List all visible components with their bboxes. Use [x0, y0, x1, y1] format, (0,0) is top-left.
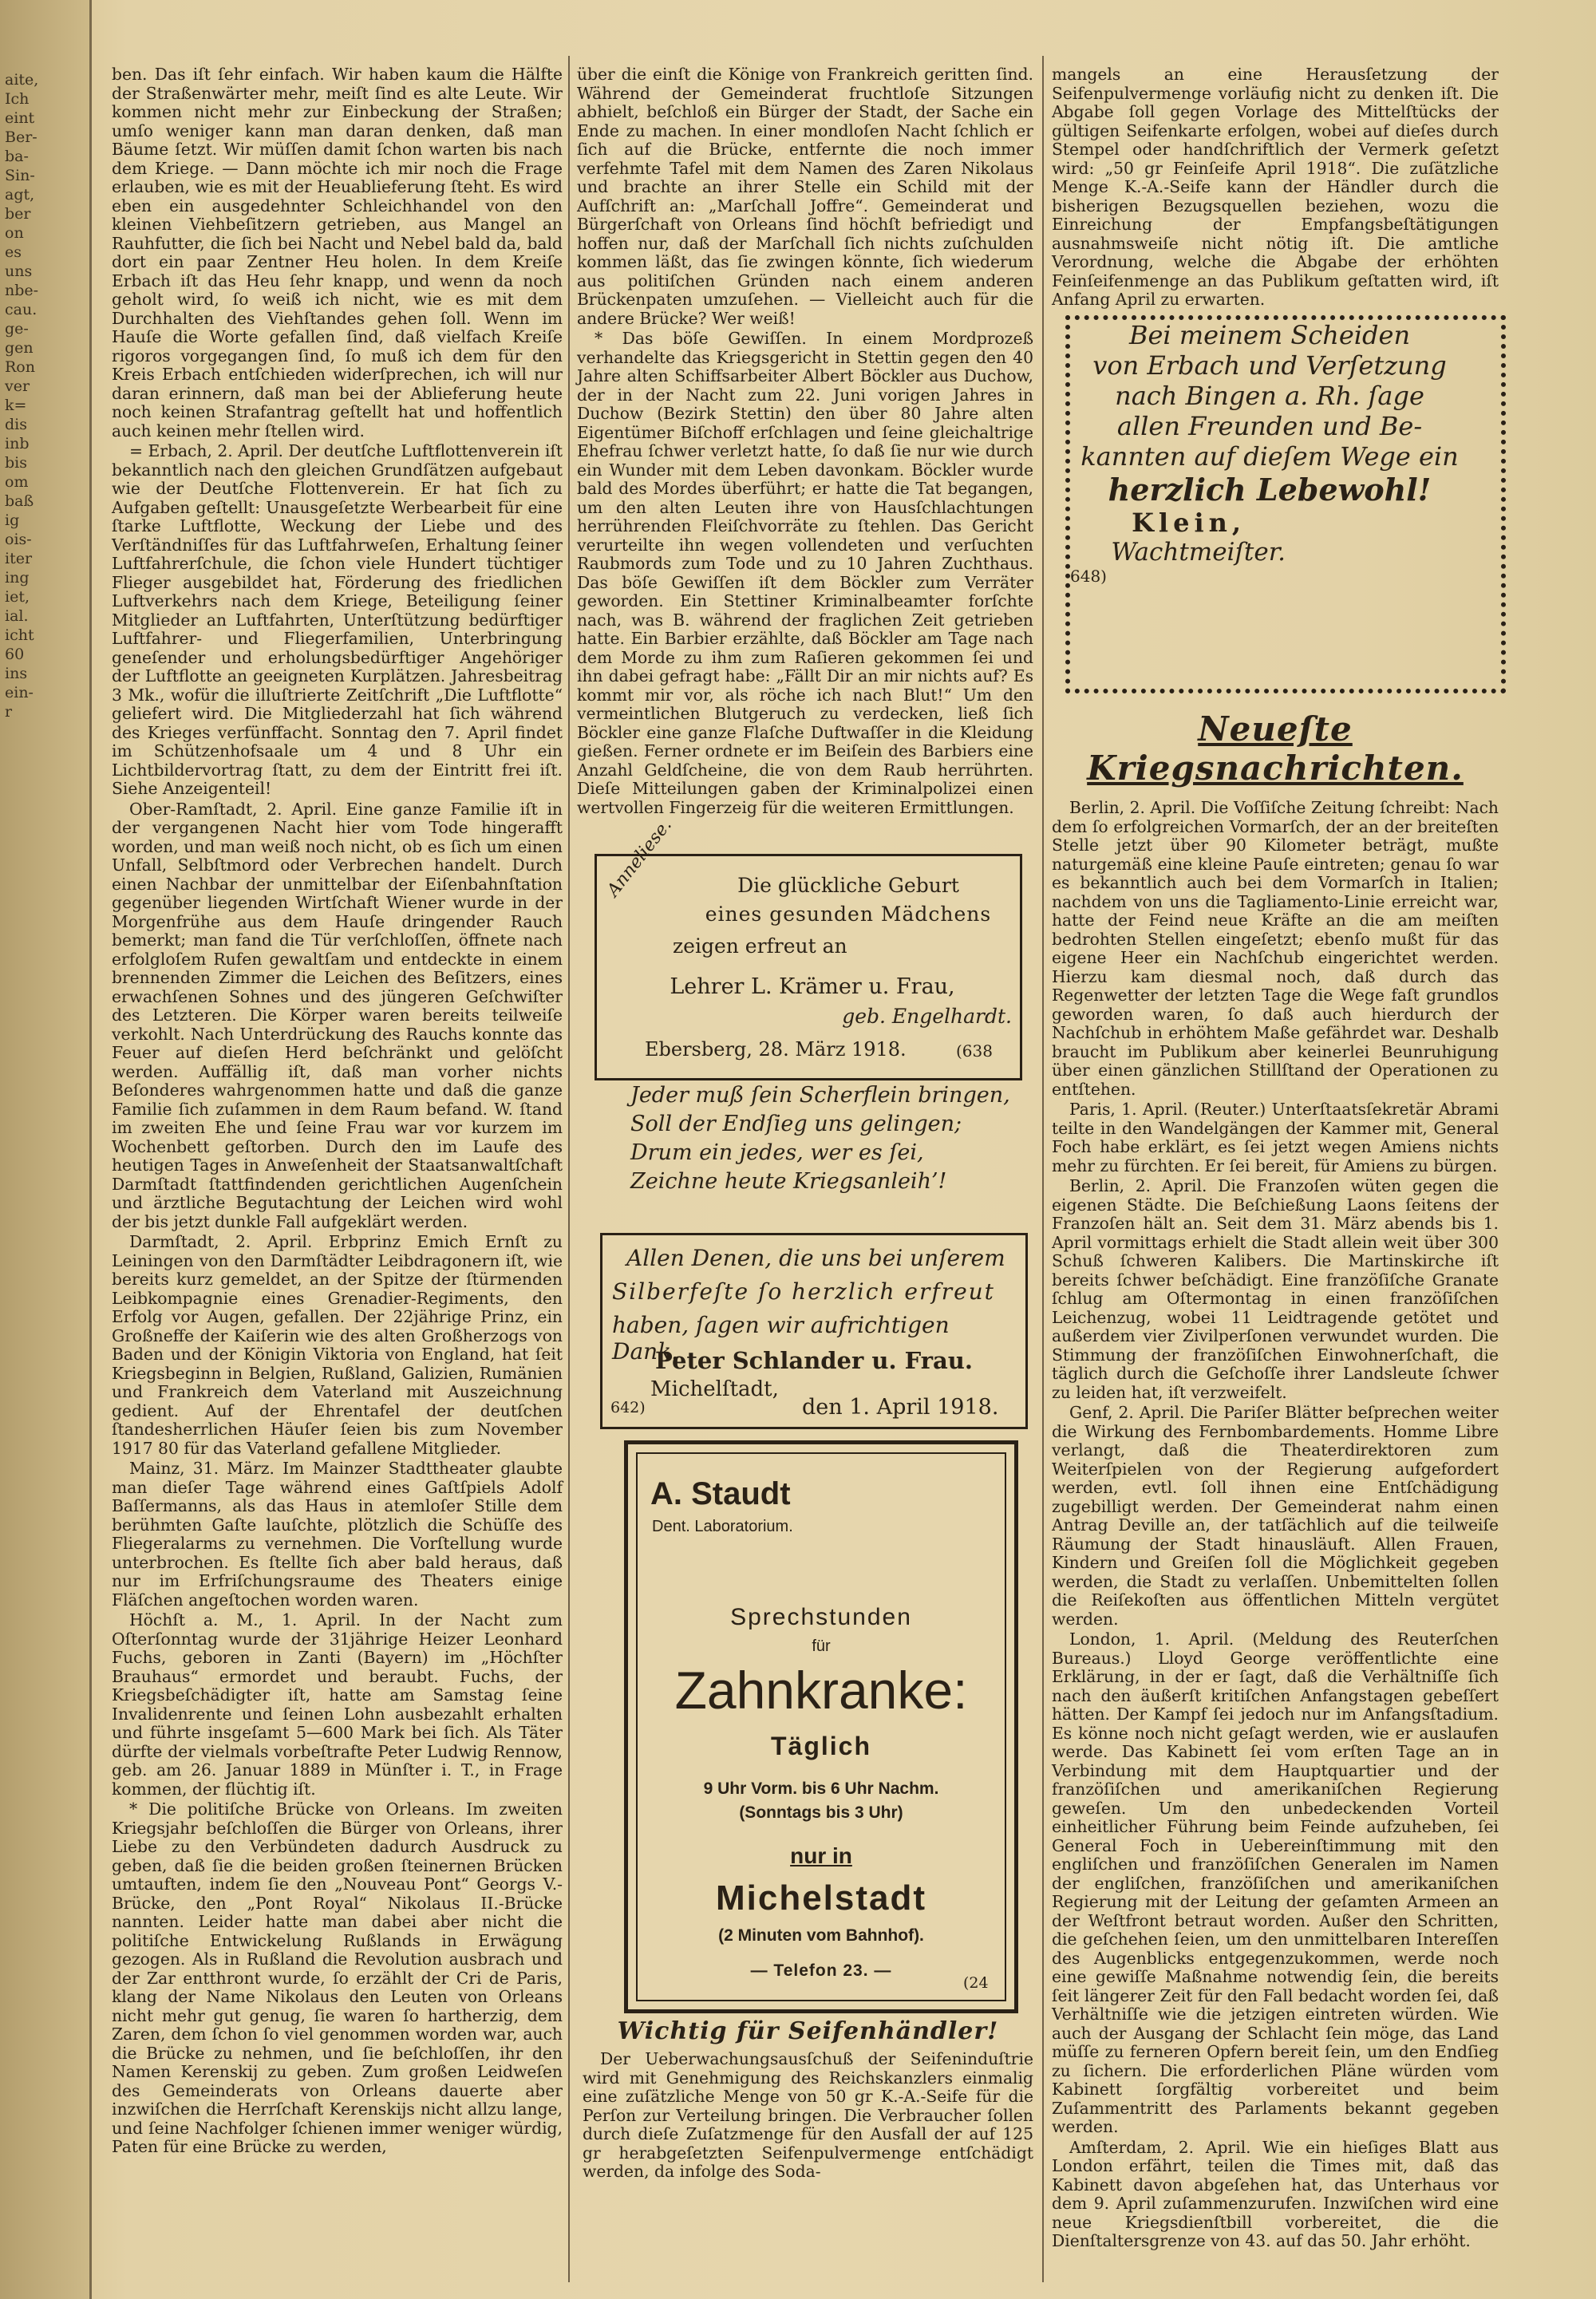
dentist-ad [624, 1440, 1018, 2013]
article-road-hay: ben. Das iſt ſehr einfach. Wir haben kaum die Hälfte der Straßenwärter mehr, meiſt ſind es alte Leute. Wir kommen nicht mehr zur Einbeckung der Straßen; umſo weniger kann man daran denken, daß man Bäume ſetzt. Wir müſſen damit ſchon warten bis nach dem Kriege. — Dann möchte ich mir noch die Frage erlauben, wie es mit der Heuablieferung ſteht. Es wird eben ein ausgedehnter Schleichhandel von den kleinen Viehbeſitzern getrieben, aus Mangel an Rauhfutter, die ſich bei Nacht und Nebel bald da, bald dort ein paar Zentner Heu holen. In dem Kreiſe Erbach iſt das Heu ſehr knapp, und wenn da noch geholt wird, ſo weiß ich nicht, wie es mit dem Durchhalten des Viehſtandes gehen ſoll. Wenn im Hauſe die Worte gefallen ſind, daß vielfach Kreiſe rigoros vorgegangen ſind, ſo muß ich dem für den Kreis Erbach entſchieden widerſprechen, ich will nur daran erinnern, daß man bei der Ablieferung heute noch keinen Strafantrag geſtellt hat und hoffentlich auch keinen mehr ſtellen wird. [112, 65, 563, 440]
news-berlin-1: Berlin, 2. April. Die Voſſiſche Zeitung ſchreibt: Nach dem ſo erfolgreichen Vormarſch, der an der breiteſten Stelle jetzt über 90 Kilometer beträgt, mußte naturgemäß eine kleine Pauſe eintreten; genau ſo war es bekanntlich auch bei dem Vormarſch in Italien; nachdem von uns die Tagliamento-Linie erreicht war, hatte der Feind neue Kräfte an die am meiſten bedrohten Stellen eingeſetzt; ebenſo mußt für das eigene Heer ein Nachſchub eingerichtet werden. Hierzu kam diesmal noch, daß durch das Regenwetter der letzten Tage die Wege faſt grundlos geworden waren, ſo daß auch hierdurch der Nachſchub in erhöhtem Maße gefährdet war. Deshalb braucht im Publikum aber keinerlei Beunruhigung über einen gänzlichen Stillſtand der Operationen zu entſtehen. [1052, 798, 1499, 1099]
article-mainz: Mainz, 31. März. Im Mainzer Stadttheater glaubte man dieſer Tage während eines Gaſtſpiels Adolf Baſſermanns, als das Haus in atemloſer Stille dem berühmten Gaſte lauſchte, plötzlich die Schüſſe des Fliegeralarms zu vernehmen. Die Vorſtellung wurde unterbrochen. Es ſtellte ſich aber bald heraus, daß nur im Erfriſchungsraume des Theaters einige Fläſchen angeſtochen worden waren. [112, 1459, 563, 1610]
news-berlin-2: Berlin, 2. April. Die Franzoſen wüten gegen die eigenen Städte. Die Beſchießung Laons ſeitens der Franzoſen hält an. Seit dem 31. März abends bis 1. April vormittags erhielt die Stadt allein weit über 300 Schuß ſchweren Kalibers. Die Martinskirche iſt bereits ſchwer beſchädigt. Eine franzöſiſche Granate ſchlug am Oſtermontag in einen franzöſiſchen Leichenzug, wobei 11 Leidtragende getötet und außerdem vier Zivilperſonen verwundet wurden. Die Stimmung der franzöſiſchen Einwohnerſchaft, die täglich durch die Geſchoſſe ihrer Landsleute ſchwer zu leiden hat, iſt verzweifelt. [1052, 1176, 1499, 1402]
gutter-fragment: es [5, 243, 22, 261]
article-hoechst: Höchſt a. M., 1. April. In der Nacht zum Oſterſonntag wurde der 31jährige Heizer Leonhard Fuchs, geboren in Zanti (Bayern) im „Höchſter Brauhaus“ ermordet und beraubt. Fuchs, der Kriegsbeſchädigter iſt, hatte am Samstag ſeine Invalidenrente und ſeinen Lohn ausbezahlt erhalten und führte insgeſamt 5—600 Mark bei ſich. Als Täter dürfte der vielmals vorbeſtrafte Peter Ludwig Rennow, geb. am 26. Januar 1889 in Münſter i. T., in Frage kommen, der flüchtig iſt. [112, 1610, 563, 1799]
dentist-phone: — Telefon 23. — [750, 1961, 892, 1980]
gutter-fragment: aite, [5, 71, 39, 89]
dentist-subtitle: Dent. Laboratorium. [652, 1518, 793, 1535]
birth-line-2: eines gesunden Mädchens [705, 903, 992, 926]
dentist-headline: Zahnkranke: [674, 1661, 968, 1720]
farewell-line-1: Bei meinem Scheiden [1128, 320, 1411, 350]
previous-page-gutter [0, 0, 92, 2299]
article-orleans-bridge: * Die politiſche Brücke von Orleans. Im zweiten Kriegsjahr beſchloſſen die Bürger von Orleans, ihrer Liebe zu den Verbündeten dadurch Ausdruck zu geben, daß ſie die beiden großen ſteinernen Brücken umtauften, indem ſie den „Nouveau Pont“ Georgs V.-Brücke, den „Pont Royal“ Nikolaus II.-Brücke nannten. Leider hatte man dabei aber nicht die politiſche Entwickelung Rußlands in Erwägung gezogen. Als in Rußland die Revolution ausbrach und der Zar entthront wurde, ſo erzählt der Cri de Paris, klang der Name Nikolaus den Leuten von Orleans nicht mehr gut genug, ſie waren ſo hartherzig, dem Zaren, dem ſchon ſo viel genommen worden war, auch die Brücke zu nehmen, und ſie beſchloſſen, ihr den Namen Kerenskij zu geben. Zum großen Leidweſen des Gemeinderats von Orleans dauerte aber inzwiſchen die Herrſchaft Kerenskijs nicht allzu lange, und ſeine Nachfolger ſchienen immer weniger würdig, Paten für eine Brücke zu werden, [112, 1799, 563, 2156]
article-orleans-bridge-cont: über die einſt die Könige von Frankreich geritten ſind. Während der Gemeinderat fruchtloſe Sitzungen abhielt, beſchloß ein Bürger der Stadt, der Sache ein Ende zu machen. In einer mondloſen Nacht ſchlich er ſich auf die Brücke, entfernte die noch immer verfehmte Tafel mit dem Namen des Zaren Nikolaus und brachte an ihrer Stelle ein Schild mit der Aufſchrift an: „Marſchall Joffre“. Gemeinderat und Bürgerſchaft von Orleans ſind höchſt befriedigt und hoffen nur, daß der Marſchall ſich nichts zuſchulden kommen läßt, das ſie zwingen könnte, ſich wiederum aus politiſchen Gründen nach einem anderen Brückenpaten umzuſehen. — Vielleicht auch für die andere Brücke? Wer weiß! [577, 65, 1033, 328]
gutter-fragment: inb [5, 435, 30, 452]
farewell-lebewohl: herzlich Lebewohl! [1108, 472, 1432, 508]
gutter-fragment: om [5, 473, 29, 491]
gutter-fragment: k= [5, 397, 27, 414]
birth-parents: Lehrer L. Krämer u. Frau, [670, 974, 955, 999]
farewell-name: Klein, [1132, 508, 1246, 538]
gutter-fragment: ber [5, 205, 31, 223]
birth-maiden-name: geb. Engelhardt. [842, 1005, 1012, 1028]
poem-line-1: Jeder muß ſein Scherflein bringen, [630, 1083, 1010, 1108]
war-news-section [1052, 706, 1499, 2286]
war-loan-poem [630, 1081, 1013, 1196]
gutter-fragment: Ber- [5, 128, 38, 146]
silver-wedding-thanks-ad [600, 1233, 1028, 1429]
farewell-rank: Wachtmeiſter. [1111, 538, 1286, 567]
gutter-fragment: ins [5, 665, 28, 682]
gutter-fragment: 60 [5, 646, 25, 663]
birth-place-date: Ebersberg, 28. März 1918. [645, 1038, 907, 1061]
gutter-fragment: dis [5, 416, 27, 433]
article-erbach-luftflotte: = Erbach, 2. April. Der deutſche Luftflottenverein iſt bekanntlich nach den gleichen Grundſätzen aufgebaut wie der Deutſche Flottenverein. Er hat ſich zu Aufgaben geſtellt: Unausgeſetzte Werbearbeit für eine ſtarke Luftflotte, Weckung der Liebe und des Verſtändniſſes für das Luftfahrweſen, Erhaltung ſeiner Luftfahrerſchule, die ſchon viele Hundert tüchtiger Flieger ausgebildet hat, Förderung des friedlichen Luftverkehrs nach dem Kriege, Beteiligung ſeiner Mitglieder an Luftfahrten, Unterſtützung bedürftiger Luftfahrer- und Fliegerfamilien, Unterbringung geneſender und erholungsbedürftiger Angehöriger der Luftflotte an geeigneten Kurplätzen. Jahresbeitrag 3 Mk., wofür die illuſtrierte Zeitſchrift „Die Luftflotte“ geliefert wird. Die Mitgliederzahl hat ſich während des Krieges verfünffacht. Sonntag den 7. April findet im Schützenhofsaale um 4 und 8 Uhr ein Lichtbildervortrag ſtatt, zu dem der Eintritt frei iſt. Siehe Anzeigenteil! [112, 441, 563, 798]
gutter-fragment: iter [5, 550, 33, 567]
news-london: London, 1. April. (Meldung des Reuterſchen Bureaus.) Lloyd George veröffentlichte eine Erklärung, in der er ſagt, daß die Verhältniſſe ſich nach den äußerſt kritiſchen Anfangstagen gebeſſert hätten. Der Kampf ſei jedoch nur im Anfangsſtadium. Es könne noch nicht geſagt werden, wie er auslaufen werde. Das Kabinett ſei vom erſten Tage an in Verbindung mit dem Hauptquartier und der franzöſiſchen und amerikaniſchen Regierung geweſen. Um den unbedeckenden Vorteil einheitlicher Führung beim Feinde aufzuheben, ſei General Foch in Uebereinſtimmung mit den engliſchen und franzöſiſchen Generalen im Namen der engliſchen, franzöſiſchen und amerikaniſchen Regierung mit der Leitung der geſamten Armeen an der Weſtfront betraut worden. Außer den Schritten, die geſchehen ſeien, um den unmittelbaren Intereſſen des Augenblicks entgegenzukommen, werde noch eine gewiſſe Maßnahme notwendig ſein, die bereits ſeit längerer Zeit für den Fall bedacht worden ſei, daß Verhältniſſe wie die jetzigen eintreten würden. Wie auch der Ausgang der Schlacht ſein möge, das Land müſſe zu ferneren Opfern bereit ſein, um den Endſieg zu ſichern. Die erforderlichen Pläne würden vom Kabinett ſorgfältig vorbereitet und beim Zuſammentritt des Parlaments bekannt gegeben werden. [1052, 1629, 1499, 2136]
dentist-sunday: (Sonntags bis 3 Uhr) [739, 1803, 903, 1822]
birth-child-name: Anneliese. [603, 815, 676, 901]
gutter-fragment: ois- [5, 531, 32, 548]
soap-heading: Wichtig für Seifenhändler! [617, 2017, 999, 2045]
gutter-fragment: uns [5, 263, 33, 280]
birth-announcement [595, 815, 1022, 1080]
gutter-fragment: Ron [5, 358, 35, 376]
gutter-fragment: baß [5, 492, 34, 510]
news-paris: Paris, 1. April. (Reuter.) Unterſtaatsſekretär Abrami teilte in den Wandelgängen der Kammer mit, General Foch habe erklärt, es ſei jetzt wegen Amiens nichts mehr zu fürchten. Er ſei bereit, für Amiens zu bürgen. [1052, 1100, 1499, 1175]
gutter-fragment: on [5, 224, 24, 242]
poem-line-4: Zeichne heute Kriegsanleih’! [630, 1169, 947, 1194]
gutter-fragment: bis [5, 454, 27, 472]
thanks-names: Peter Schlander u. Frau. [655, 1347, 973, 1374]
farewell-line-3: nach Bingen a. Rh. ſage [1115, 381, 1424, 411]
gutter-fragment: Sin- [5, 167, 35, 184]
column-2-text [577, 65, 1033, 851]
soap-text: Der Ueberwachungsausſchuß der Seifeninduſtrie wird mit Genehmigung des Reichskanzlers einmalig eine zuſätzliche Menge von 50 gr K.-A.-Seife für die Perſon zur Verteilung bringen. Die Verbraucher ſollen durch dieſe Zuſatzmenge für den Ausfall der auf 125 gr herabgeſetzten Seifenpulvermenge entſchädigt werden, da infolge des Soda- [583, 2049, 1033, 2181]
article-boese-gewissen: * Das böſe Gewiſſen. In einem Mordprozeß verhandelte das Kriegsgericht in Stettin gegen den 40 Jahre alten Schiffsarbeiter Albert Böckler aus Duchow, der in der Nacht zum 22. Juni vorigen Jahres in Duchow (Bezirk Stettin) den über 80 Jahre alten Eigentümer Biſchoff erſchlagen und ſeine gleichaltrige Ehefrau ſchwer verletzt hatte, ſo daß ſie nur wie durch ein Wunder mit dem Leben davonkam. Böckler wurde bald des Mordes überführt; er hatte die Tat begangen, um den alten Leuten ihre von Hausſchlachtungen herrührenden Fleiſchvorräte zu ſtehlen. Das Gericht verurteilte ihn wegen vollendeten und verſuchten Raubmords zum Tode und zu 10 Jahren Zuchthaus. Das böſe Gewiſſen iſt dem Böckler zum Verräter geworden. Ein Stettiner Kriminalbeamter forſchte nach, was B. während der fraglichen Zeit getrieben hatte. Ein Barbier erzählte, daß Böckler am Tage nach dem Morde zu ihm zum Raſieren gekommen ſei und ihn dabei gefragt habe: „Fällt Dir an mir nichts auf? Es kommt mir vor, als röche ich nach Blut!“ Um den vermeintlichen Blutgeruch zu verdecken, ließ ſich Böckler eine ganze Flaſche Duftwaſſer in die Kleidung gießen. Ferner ordnete er im Beiſein des Barbiers eine Anzahl Geldſcheine, die von dem Raub herrührten. Dieſe Mitteilungen gaben der Kriminalpolizei einen wertvollen Fingerzeig für die weiteren Ermittlungen. [577, 329, 1033, 817]
thanks-place: Michelſtadt, [650, 1377, 779, 1401]
dentist-name: A. Staudt [650, 1476, 791, 1511]
gutter-fragment: ver [5, 377, 30, 395]
dentist-ref: (24 [963, 1974, 989, 1992]
gutter-fragment: ba- [5, 148, 29, 165]
gutter-fragment: Ich [5, 90, 30, 108]
thanks-line-2: Silberfeſte ſo herzlich erfreut [612, 1278, 995, 1305]
gutter-fragment: cau. [5, 301, 38, 318]
dentist-daily: Täglich [770, 1732, 871, 1760]
gutter-fragment: r [5, 703, 13, 721]
thanks-line-3: haben, ſagen wir aufrichtigen Dank. [612, 1312, 950, 1365]
farewell-line-2: von Erbach und Verſetzung [1092, 350, 1447, 381]
gutter-fragment: nbe- [5, 282, 39, 299]
column-rule-1 [568, 56, 570, 2282]
dentist-hours: 9 Uhr Vorm. bis 6 Uhr Nachm. [703, 1780, 939, 1798]
dentist-fuer: für [812, 1637, 831, 1655]
article-darmstadt: Darmſtadt, 2. April. Erbprinz Emich Ernſt zu Leiningen von den Darmſtädter Leibdragonern iſt, wie bereits kurz gemeldet, an der Spitze der ſtürmenden Leibkompagnie eines Grenadier-Regiments, den Erfolg vor Augen, gefallen. Der 22jährige Prinz, ein Großneffe der Kaiſerin wie des alten Großherzogs von Baden und der Königin Viktoria von England, hat ſeit Kriegsbeginn in Belgien, Rußland, Galizien, Rumänien und Frankreich dem Vaterland mit Auszeichnung gedient. Auf der Ehrentafel der deutſchen ſtandesherrlichen Häuſer ſeien bis zum November 1917 80 für das Vaterland gefallene Mitglieder. [112, 1232, 563, 1458]
gutter-fragment: iet, [5, 588, 30, 606]
poem-line-2: Soll der Endſieg uns gelingen; [630, 1112, 962, 1136]
news-genf: Genf, 2. April. Die Pariſer Blätter beſprechen weiter die Wirkung des Fernbombardements. Homme Libre verlangt, daß die Theaterdirektoren zum Weiterſpielen von der Regierung aufgefordert werden, evtl. ſoll ihnen eine Entſchädigung zugebilligt werden. Der Gemeinderat nahm einen Antrag Deville an, der tatſächlich auf die teilweiſe Räumung der Stadt hinausläuft. Allen Frauen, Kindern und Greiſen ſoll die Möglichkeit gegeben werden, die Stadt zu verlaſſen. Unbemittelten ſollen die Reiſekoſten aus öffentlichen Mitteln vergütet werden. [1052, 1403, 1499, 1629]
birth-line-3: zeigen erfreut an [673, 934, 847, 958]
farewell-ad [1065, 315, 1506, 693]
dentist-distance: (2 Minuten vom Bahnhof). [718, 1926, 924, 1945]
article-ober-ramstadt: Ober-Ramſtadt, 2. April. Eine ganze Familie iſt in der vergangenen Nacht hier vom Tode hingerafft worden, und man weiß noch nicht, ob es ſich um einen Unfall, Selbſtmord oder Verbrechen handelt. Durch einen Nachbar der unmittelbar der Eiſenbahnſtation gegenüber liegenden Wirtſchaft Wiener wurde in der Morgenfrühe aus dem Hauſe dringender Rauch bemerkt; man fand die Tür verſchloſſen, öffnete nach erfolgloſem Rufen gewaltſam und entdeckte in einem brennenden Zimmer die Leichen des Beſitzers, eines erwachſenen Sohnes und des jüngeren Geſchwiſter des Letzteren. Die Körper waren bereits teilweiſe verkohlt. Nach Unterdrückung des Rauchs konnte das Feuer auf dieſen Herd beſchränkt und gelöſcht werden. Auffällig iſt, daß man vorher nichts Beſonderes wahrgenommen hatte und daß die ganze Familie ſich zuſammen in dem Raum befand. W. ſtand im zweiten Ehe und ſeine Frau war vor kurzem im Wochenbett geſtorben. Durch den im Laufe des heutigen Tages in Anweſenheit der Staatsanwaltſchaft Darmſtadt ſtattfindenden gerichtlichen Augenſchein und ärztliche Begutachtung der Leichen wird wohl der bis jetzt dunkle Fall aufgeklärt werden. [112, 799, 563, 1231]
farewell-ref: 648) [1070, 567, 1107, 586]
dentist-consult: Sprechstunden [730, 1604, 912, 1630]
farewell-line-5: kannten auf dieſem Wege ein [1080, 441, 1459, 472]
thanks-line-1: Allen Denen, die uns bei unſerem [626, 1245, 1005, 1271]
farewell-line-4: allen Freunden und Be- [1116, 411, 1423, 441]
column-rule-2 [1042, 56, 1044, 2282]
gutter-fragment: gen [5, 339, 34, 357]
thanks-ref: 642) [610, 1399, 646, 1416]
birth-ref: (638 [956, 1041, 993, 1061]
column-1 [112, 65, 563, 2288]
column-3-top-text [1052, 65, 1499, 309]
soap-notice [583, 2017, 1033, 2285]
thanks-date: den 1. April 1918. [802, 1395, 999, 1420]
birth-line-1: Die glückliche Geburt [737, 874, 959, 897]
gutter-fragment: ing [5, 569, 30, 587]
soap-text-cont: mangels an eine Herausſetzung der Seifenpulvermenge vorläufig nicht zu denken iſt. Die Abgabe ſoll gegen Vorlage des Mittelſtücks der gültigen Seifenkarte erfolgen, wobei auf dieſes durch Stempel oder handſchriftlich der Vermerk geſetzt wird: „50 gr Feinſeife April 1918“. Die zuſätzliche Menge K.-A.-Seife kann der Händler durch die bisherigen Bezugsquellen beziehen, wozu die Einreichung der Empfangsbeſtätigungen ausnahmsweiſe nicht nötig iſt. Die amtliche Verordnung, welche die Abgabe der erhöhten Feinſeifenmenge an das Publikum geſtatten wird, iſt Anfang April zu erwarten. [1052, 65, 1499, 309]
dentist-only: nur in [790, 1843, 852, 1868]
gutter-fragment: ein- [5, 684, 34, 701]
gutter-fragment: ial. [5, 607, 29, 625]
gutter-fragment: agt, [5, 186, 35, 203]
news-amsterdam: Amſterdam, 2. April. Wie ein hieſiges Blatt aus London erfährt, teilen die Times mit, daß das Kabinett davon abgeſehen hat, das Unterhaus vor dem 9. April zuſammenzurufen. Inzwiſchen wird eine neue Kriegsdienſtbill vorbereitet, die die Dienſtaltersgrenze von 43. auf das 50. Jahr erhöht. [1052, 2137, 1499, 2250]
war-news-heading: Neueſte Kriegsnachrichten. [1087, 709, 1464, 788]
gutter-fragment: eint [5, 109, 35, 127]
dentist-town: Michelstadt [715, 1878, 927, 1918]
gutter-fragment: ge- [5, 320, 29, 338]
gutter-fragment: icht [5, 626, 34, 644]
poem-line-3: Drum ein jedes, wer es ſei, [630, 1140, 924, 1165]
gutter-fragment: ig [5, 512, 20, 529]
